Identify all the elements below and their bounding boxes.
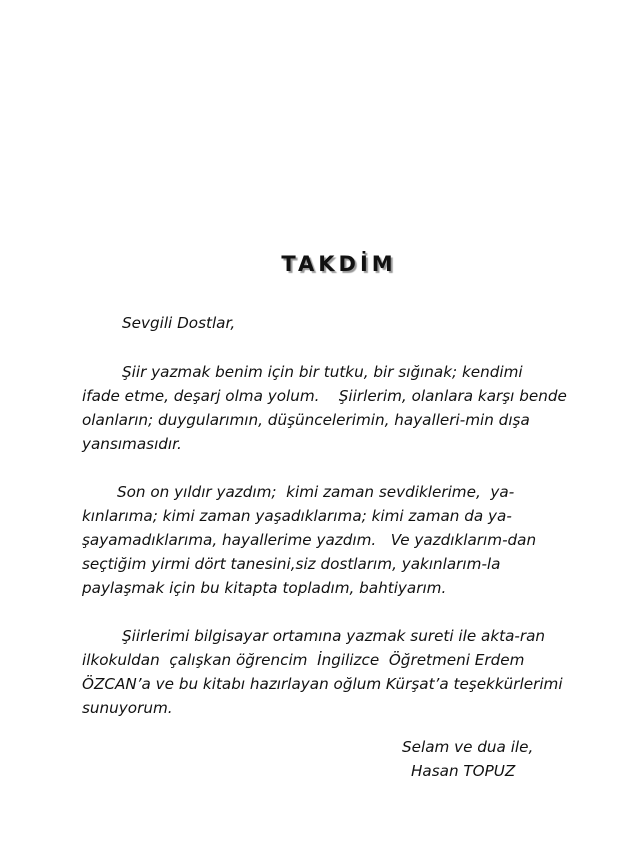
paragraph-2-line-5: paylaşmak için bu kitapta topladım, bahtiyarım. [82,579,447,597]
paragraph-3-line-4: sunuyorum. [82,699,173,717]
paragraph-3-line-1: Şiirlerimi bilgisayar ortamına yazmak sureti ile akta-ran [122,627,546,645]
paragraph-1-line-2: ifade etme, deşarj olma yolum. Şiirlerim, olanlara karşı bende [82,387,567,405]
page-title: TAKDİM [281,252,397,276]
paragraph-3-line-3: ÖZCAN’a ve bu kitabı hazırlayan oğlum Kürşat’a teşekkürlerimi [82,675,563,693]
closing: Selam ve dua ile, [402,738,534,756]
signature: Hasan TOPUZ [411,762,516,780]
paragraph-1-line-1: Şiir yazmak benim için bir tutku, bir sığınak; kendimi [122,363,523,381]
salutation: Sevgili Dostlar, [122,314,236,332]
paragraph-1-line-4: yansımasıdır. [82,435,182,453]
paragraph-2-line-4: seçtiğim yirmi dört tanesini,siz dostlarım, yakınlarım-la [82,555,501,573]
paragraph-3-line-2: ilkokuldan çalışkan öğrencim İngilizce Öğretmeni Erdem [82,651,525,669]
paragraph-2-line-3: şayamadıklarıma, hayallerime yazdım. Ve yazdıklarım-dan [82,531,537,549]
paragraph-1-line-3: olanların; duygularımın, düşüncelerimin, hayalleri-min dışa [82,411,530,429]
paragraph-2-line-2: kınlarıma; kimi zaman yaşadıklarıma; kimi zaman da ya- [82,507,512,525]
paragraph-2-line-1: Son on yıldır yazdım; kimi zaman sevdiklerime, ya- [117,483,515,501]
